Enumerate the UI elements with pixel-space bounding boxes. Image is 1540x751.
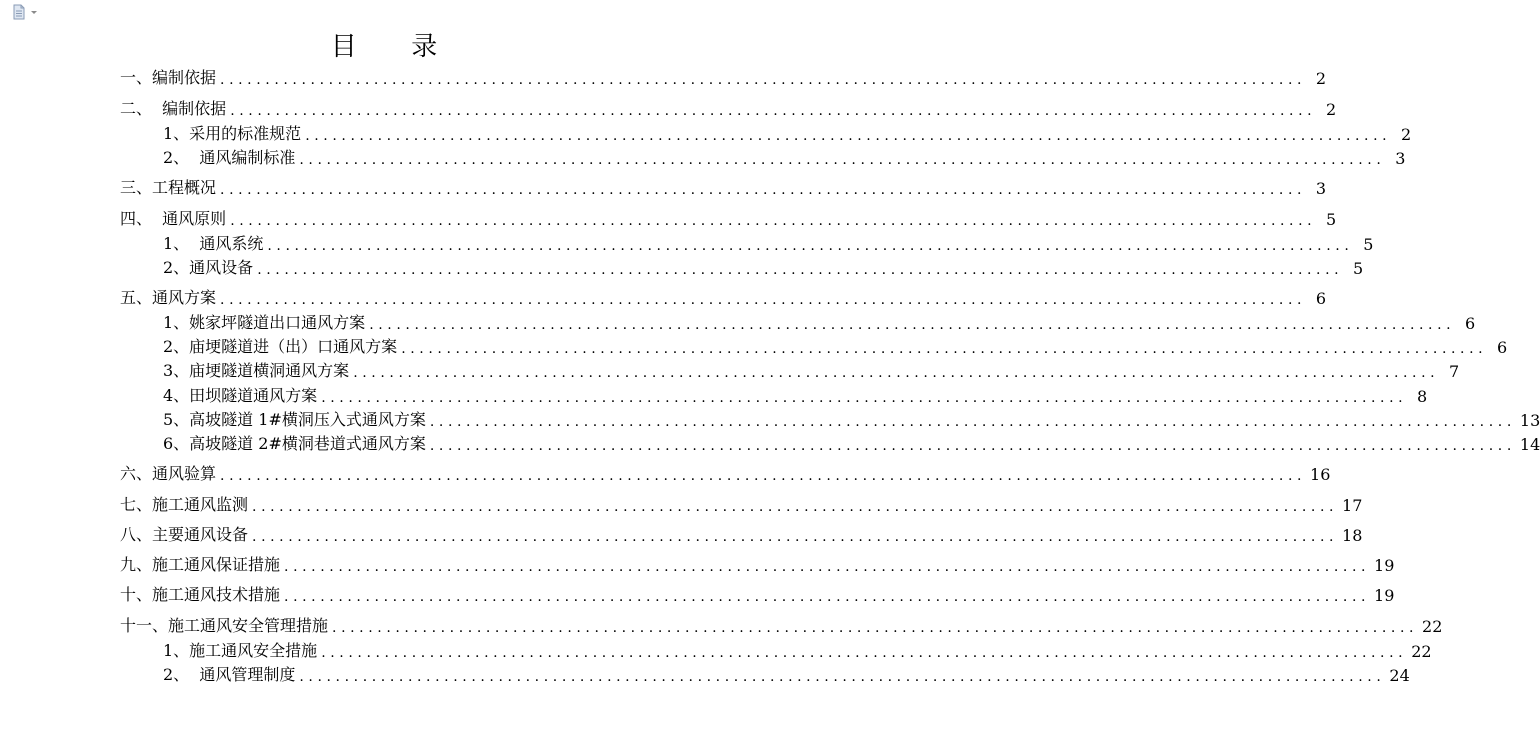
toc-entry-label: 2、 通风管理制度 <box>163 665 296 684</box>
toc-entry-page-number: 7 <box>1449 362 1460 381</box>
toc-entry[interactable] <box>163 146 1406 168</box>
toc-entry-page-number: 14 <box>1519 435 1540 454</box>
toc-entry[interactable] <box>163 384 1428 406</box>
toc-entry-label: 三、工程概况 <box>120 178 217 197</box>
toc-leader-dots: ........................................................................................................................ <box>305 128 1392 144</box>
toc-entry[interactable] <box>163 311 1476 333</box>
toc-entry-page-number: 19 <box>1374 586 1395 605</box>
toc-entry-label: 二、 编制依据 <box>120 99 227 118</box>
toc-entry-label: 八、主要通风设备 <box>120 525 249 544</box>
toc-entry-page-number: 22 <box>1422 617 1443 636</box>
toc-entry-page-number: 3 <box>1395 149 1406 168</box>
toc-entry-page-number: 19 <box>1374 556 1395 575</box>
toc-entry-page-number: 8 <box>1417 387 1428 406</box>
toc-leader-dots: ........................................................................................................................ <box>353 365 1440 381</box>
toc-entry[interactable] <box>120 286 1327 308</box>
toc-entry-label: 6、高坡隧道 2#横洞巷道式通风方案 <box>163 434 426 453</box>
toc-leader-dots: ........................................................................................................................ <box>321 390 1408 406</box>
toc-leader-dots: ........................................................................................................................ <box>299 152 1386 168</box>
toc-entry[interactable] <box>163 256 1364 278</box>
toc-entry-page-number: 2 <box>1326 100 1337 119</box>
toc-leader-dots: ........................................................................................................................ <box>267 238 1354 254</box>
toc-entry-label: 1、采用的标准规范 <box>163 124 302 143</box>
toc-entry[interactable] <box>120 523 1363 545</box>
toc-entry[interactable] <box>120 66 1327 88</box>
toc-entry-label: 十、施工通风技术措施 <box>120 585 281 604</box>
toc-entry[interactable] <box>120 97 1337 119</box>
toc-entry[interactable] <box>163 663 1410 685</box>
toc-entry-label: 5、高坡隧道 1#横洞压入式通风方案 <box>163 410 426 429</box>
toc-leader-dots: ........................................................................................................................ <box>284 559 1371 575</box>
toc-entry-page-number: 24 <box>1389 666 1410 685</box>
toc-leader-dots: ........................................................................................................................ <box>299 669 1386 685</box>
toc-entry-page-number: 22 <box>1411 642 1432 661</box>
toc-title-right: 录 <box>411 32 438 62</box>
toc-leader-dots: ........................................................................................................................ <box>220 182 1307 198</box>
toc-entry-label: 1、姚家坪隧道出口通风方案 <box>163 313 366 332</box>
toc-entry-label: 七、施工通风监测 <box>120 495 249 514</box>
toc-leader-dots: ........................................................................................................................ <box>257 262 1344 278</box>
toc-leader-dots: ........................................................................................................................ <box>369 317 1456 333</box>
toc-entry-page-number: 6 <box>1465 314 1476 333</box>
toc-entry[interactable] <box>120 493 1363 515</box>
toc-leader-dots: ........................................................................................................................ <box>230 103 1317 119</box>
toc-leader-dots: ........................................................................................................................ <box>429 414 1516 430</box>
toc-leader-dots: ........................................................................................................................ <box>284 589 1371 605</box>
toc-entry-label: 3、庙埂隧道横洞通风方案 <box>163 361 350 380</box>
toc-entry-page-number: 2 <box>1315 69 1327 88</box>
toc-entry[interactable] <box>120 553 1395 575</box>
toc-leader-dots: ........................................................................................................................ <box>321 645 1408 661</box>
toc-entry-page-number: 2 <box>1401 125 1412 144</box>
toc-entry-label: 2、庙埂隧道进（出）口通风方案 <box>163 337 398 356</box>
toc-entry[interactable] <box>120 614 1443 636</box>
toc-entry-label: 十一、施工通风安全管理措施 <box>120 616 329 635</box>
toc-leader-dots: ........................................................................................................................ <box>220 292 1307 308</box>
toc-entry[interactable] <box>163 122 1412 144</box>
toc-entry[interactable] <box>163 335 1508 357</box>
toc-entry-label: 四、 通风原则 <box>120 209 227 228</box>
toc-entry-page-number: 5 <box>1363 235 1374 254</box>
toc-entry-label: 4、田坝隧道通风方案 <box>163 386 318 405</box>
toc-leader-dots: ........................................................................................................................ <box>230 213 1317 229</box>
toc-entry[interactable] <box>120 176 1327 198</box>
toc-entry[interactable] <box>163 432 1540 454</box>
toc-entry[interactable] <box>120 583 1395 605</box>
toc-entry-label: 一、编制依据 <box>120 68 217 87</box>
toc-entry-label: 2、 通风编制标准 <box>163 148 296 167</box>
toc-entry[interactable] <box>163 359 1460 381</box>
toc-entry-label: 2、通风设备 <box>163 258 254 277</box>
toc-entry-page-number: 16 <box>1310 465 1331 484</box>
toc-entry[interactable] <box>120 207 1337 229</box>
toc-leader-dots: ........................................................................................................................ <box>332 620 1419 636</box>
toc-entry-label: 五、通风方案 <box>120 288 217 307</box>
toc-entry-page-number: 5 <box>1353 259 1364 278</box>
toc-leader-dots: ........................................................................................................................ <box>220 468 1307 484</box>
toc-entry-page-number: 3 <box>1315 179 1327 198</box>
toc-entry-label: 1、施工通风安全措施 <box>163 641 318 660</box>
toc-leader-dots: ........................................................................................................................ <box>401 341 1488 357</box>
toc-entry-page-number: 13 <box>1519 411 1540 430</box>
toc-entry-page-number: 5 <box>1326 210 1337 229</box>
toc-leader-dots: ........................................................................................................................ <box>429 438 1516 454</box>
toc-title-left: 目 <box>330 32 357 62</box>
toc-entry[interactable] <box>163 232 1374 254</box>
toc-entry-label: 九、施工通风保证措施 <box>120 555 281 574</box>
toc-entry-page-number: 6 <box>1497 338 1508 357</box>
toc-entry-label: 1、 通风系统 <box>163 234 264 253</box>
toc-leader-dots: ........................................................................................................................ <box>220 72 1307 88</box>
toc-leader-dots: ........................................................................................................................ <box>252 529 1339 545</box>
toc-entry-label: 六、通风验算 <box>120 464 217 483</box>
toc-entry[interactable] <box>163 639 1432 661</box>
toc-entry[interactable] <box>120 462 1331 484</box>
toc-entry-page-number: 18 <box>1342 526 1363 545</box>
toc-leader-dots: ........................................................................................................................ <box>252 499 1339 515</box>
toc-entry[interactable] <box>163 408 1540 430</box>
toc-entry-page-number: 17 <box>1342 496 1363 515</box>
toc-entry-page-number: 6 <box>1315 289 1327 308</box>
